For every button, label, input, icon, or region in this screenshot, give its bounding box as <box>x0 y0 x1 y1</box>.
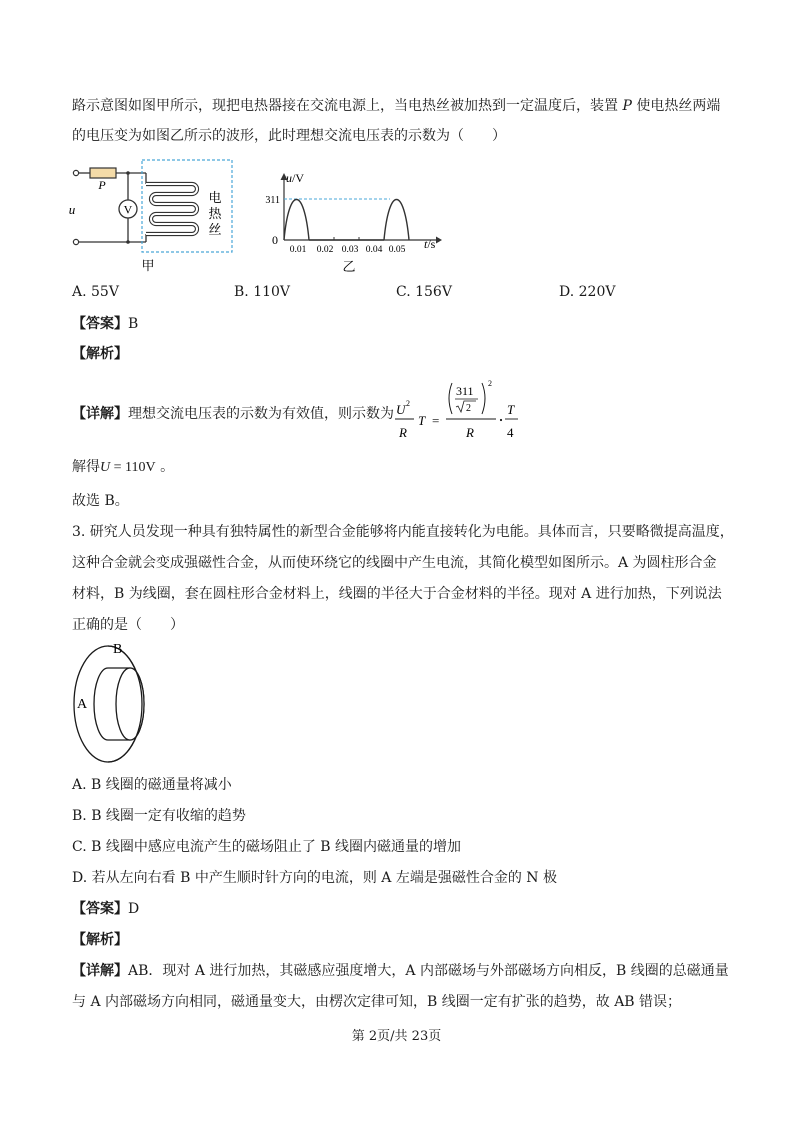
q2-option-a: A. 55V <box>72 284 119 300</box>
formula-311: 311 <box>456 384 474 398</box>
y-axis-label: u/V <box>286 171 304 185</box>
rms-formula <box>392 376 532 448</box>
solve-end: 。 <box>155 459 175 475</box>
detail-text: AB．现对 A 进行加热，其磁感应强度增大，A 内部磁场与外部磁场方向相反，B 线圈的总磁通量 <box>128 963 729 979</box>
solve-value: = 110V <box>110 460 156 475</box>
q3-analysis-tag: 【解析】 <box>72 932 128 948</box>
detail-text: 理想交流电压表的示数为有效值，则示数为 <box>128 406 394 422</box>
origin-label: 0 <box>272 233 278 247</box>
q3-option-d: D. 若从左向右看 B 中产生顺时针方向的电流，则 A 左端是强磁性合金的 N 极 <box>72 870 557 886</box>
answer-value: D <box>128 901 140 917</box>
half-wave-2 <box>384 200 409 241</box>
q3-answer-line <box>72 899 139 919</box>
q3-option-c: C. B 线圈中感应电流产生的磁场阻止了 B 线圈内磁通量的增加 <box>72 839 462 855</box>
q3-stem-line-4: 正确的是（ ） <box>72 617 184 633</box>
answer-value: B <box>128 316 139 332</box>
formula-r-right: R <box>466 425 474 440</box>
heater-label-3: 丝 <box>208 222 222 237</box>
formula-u: U <box>396 402 406 417</box>
q2-option-b: B. 110V <box>234 284 291 300</box>
q2-stem-line-1 <box>72 96 720 116</box>
q2-analysis-tag: 【解析】 <box>72 346 128 362</box>
formula-equals: = <box>432 413 440 428</box>
detail-tag: 【详解】 <box>72 406 128 422</box>
heating-wire <box>146 184 197 234</box>
q2-option-c: C. 156V <box>396 284 452 300</box>
formula-t-top: T <box>507 402 515 417</box>
q3-option-a: A. B 线圈的磁通量将减小 <box>72 777 232 793</box>
formula-r-left: R <box>399 425 407 440</box>
q2-conclusion: 故选 B。 <box>72 493 129 509</box>
q3-stem-line-3: 材料，B 为线圈，套在圆柱形合金材料上，线圈的半径大于合金材料的半径。现对 A 进行加热，下列说法 <box>72 586 722 602</box>
detail-tag: 【详解】 <box>72 963 128 979</box>
x-tick-0-04: 0.04 <box>365 245 383 255</box>
formula-outer-squared: 2 <box>488 379 492 388</box>
q2-detail-line <box>72 404 394 424</box>
label-b: B <box>113 642 123 657</box>
x-tick-0-03: 0.03 <box>341 245 359 255</box>
solve-u: U <box>100 460 111 475</box>
half-wave-1 <box>284 200 309 241</box>
x-tick-0-01: 0.01 <box>289 245 307 255</box>
x-tick-0-02: 0.02 <box>316 245 334 255</box>
voltmeter-label: V <box>123 202 133 217</box>
x-axis-label: t/s <box>424 237 436 251</box>
formula-four: 4 <box>507 425 514 440</box>
answer-tag: 【答案】 <box>72 901 128 917</box>
y-tick-311: 311 <box>265 195 280 206</box>
solve-text: 解得 <box>72 459 100 475</box>
formula-u-squared: 2 <box>406 399 410 408</box>
waveform-graph-yi <box>260 168 450 276</box>
device-p-box <box>90 168 116 178</box>
q2-stem-text-b: 使电热丝两端 <box>631 98 721 114</box>
label-p: P <box>98 178 106 192</box>
q2-stem-line-2: 的电压变为如图乙所示的波形，此时理想交流电压表的示数为（ ） <box>72 128 506 144</box>
heater-label-2: 热 <box>208 206 222 221</box>
answer-tag: 【答案】 <box>72 316 128 332</box>
caption-jia: 甲 <box>141 258 155 273</box>
q3-detail-line-2: 与 A 内部磁场方向相同，磁通量变大，由楞次定律可知，B 线圈一定有扩张的趋势，故 AB 错误； <box>72 994 682 1010</box>
label-u: u <box>68 202 76 217</box>
q2-answer-line <box>72 314 138 334</box>
q2-stem-text-a: 路示意图如图甲所示，现把电热器接在交流电源上，当电热丝被加热到一定温度后，装置 <box>72 98 623 114</box>
label-a: A <box>77 697 88 712</box>
x-tick-0-05: 0.05 <box>388 245 406 255</box>
q2-stem-p: P <box>622 98 632 114</box>
heater-label-1: 电 <box>208 190 222 205</box>
q3-option-b: B. B 线圈一定有收缩的趋势 <box>72 808 246 824</box>
q2-option-d: D. 220V <box>559 284 616 300</box>
formula-t-left: T <box>418 413 426 428</box>
q3-stem-line-1: 3. 研究人员发现一种具有独特属性的新型合金能够将内能直接转化为电能。具体而言，只要略微提高温度， <box>72 524 734 540</box>
q3-detail-line-1 <box>72 961 729 981</box>
circuit-diagram-jia <box>66 158 246 276</box>
formula-sqrt-2: 2 <box>466 403 471 414</box>
q2-solve-line <box>72 457 174 478</box>
cylinder-coil-figure <box>72 640 162 765</box>
q3-stem-line-2: 这种合金就会变成强磁性合金，从而使环绕它的线圈中产生电流，其简化模型如图所示。A 为圆柱形合金 <box>72 555 717 571</box>
caption-yi: 乙 <box>342 259 356 274</box>
page-footer: 第 2页/共 23页 <box>351 1029 442 1044</box>
